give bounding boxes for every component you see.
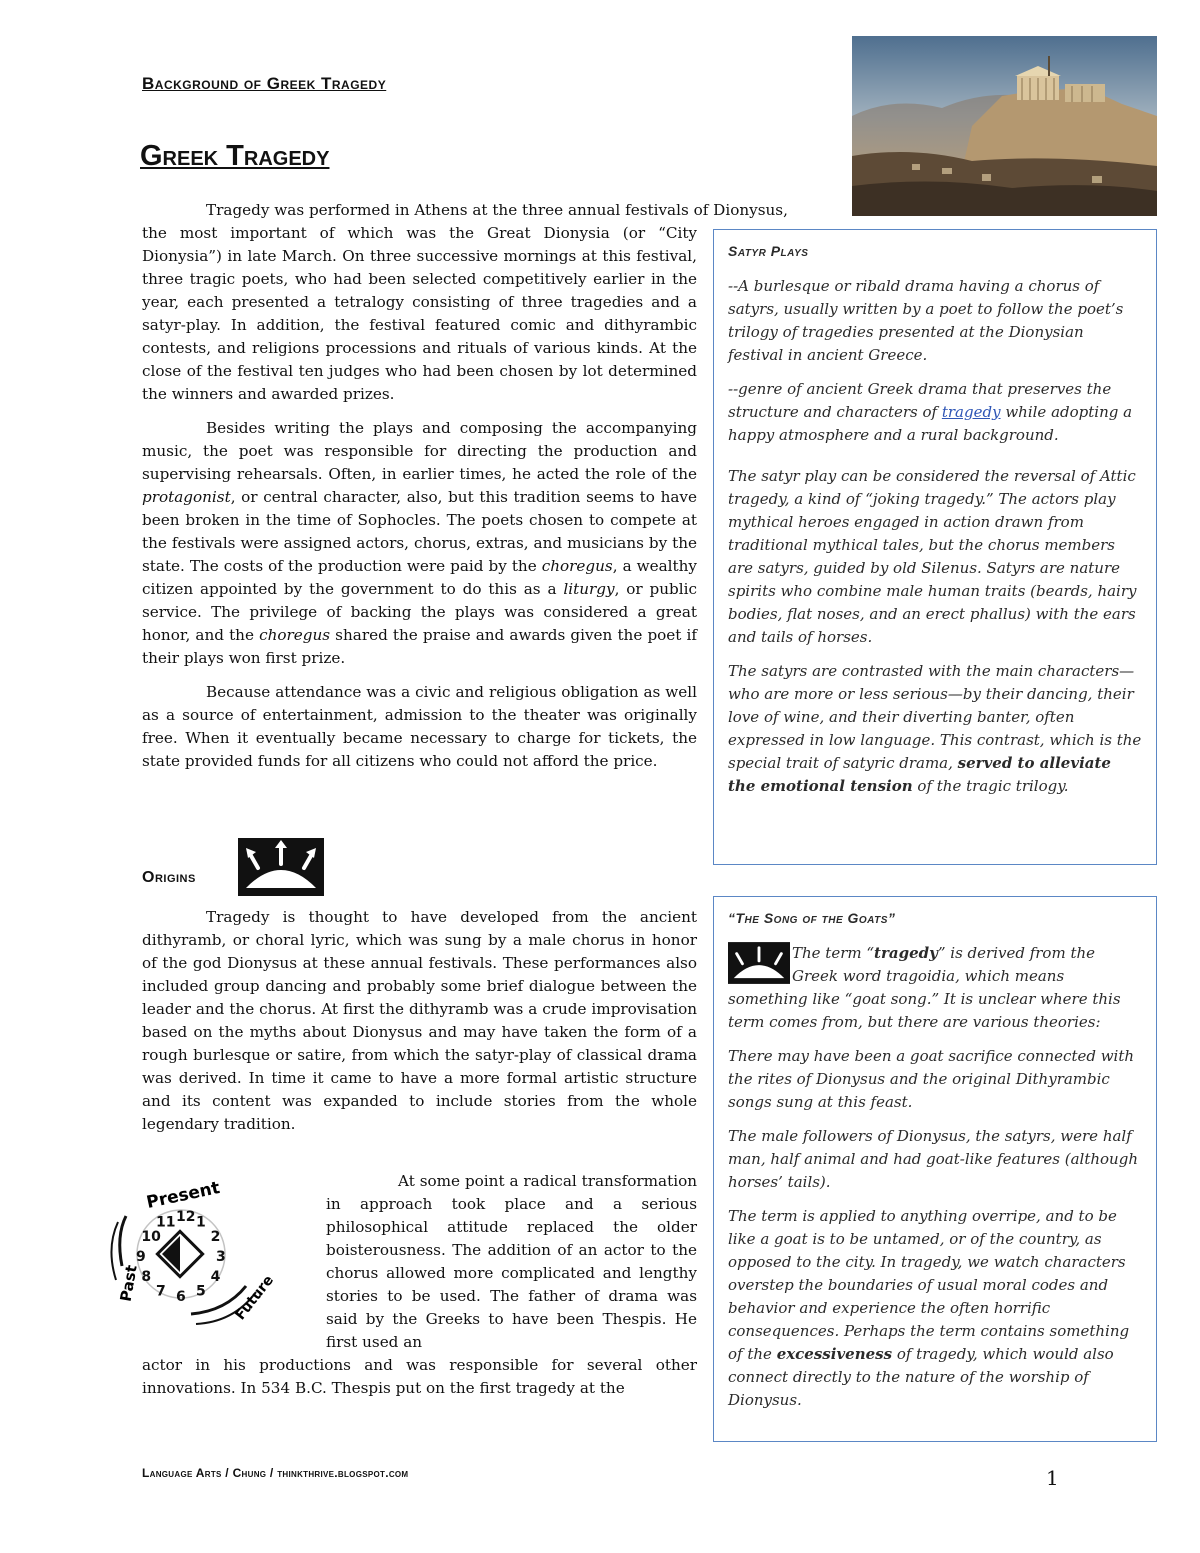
transformation-paragraph: At some point a radical transformation in approach took place and a serious philosophical attitude replaced the older boisterousness. The addition of an actor to the chorus allowed more complicated and lengthy stories to be used. The father of drama was said by the Greeks to have been Thespis. He first used an xyxy=(326,1172,697,1351)
satyr-plays-sidebar xyxy=(713,229,1157,865)
production-paragraph: Besides writing the plays and composing the accompanying music, the poet was responsible for directing the production and supervising rehearsals. Often, in earlier times, he acted the role of the protagonist, or central character, also, but this tradition seems to have been broken in the time of Sophocles. The poets chosen to compete at the festivals were assigned actors, chorus, extras, and musicians by the state. The costs of the production were paid by the choregus, a wealthy citizen appointed by the government to do this as a liturgy, or public service. The privilege of backing the plays was considered a great honor, and the choregus shared the praise and awards given the poet if their plays won first prize. xyxy=(142,419,698,667)
rising-sun-arrows-icon xyxy=(728,942,790,984)
rising-sun-arrows-icon xyxy=(238,838,324,896)
attendance-paragraph: Because attendance was a civic and religious obligation as well as a source of entertainment, admission to the theater was originally free. When it eventually became necessary to charge for tickets, the state provided funds for all citizens who could not afford the price. xyxy=(142,683,697,770)
clock-number: 2 xyxy=(210,1229,221,1245)
origins-heading: Origins xyxy=(142,869,196,886)
clock-number: 3 xyxy=(216,1249,226,1265)
definition-2: --genre of ancient Greek drama that preserves the structure and characters of tragedy while adopting a happy atmosphere and a rural background. xyxy=(728,380,1133,444)
satyr-contrast-paragraph: The satyrs are contrasted with the main characters—who are more or less serious—by their dancing, their love of wine, and their diverting banter, often expressed in low language. This contrast, which is the special trait of satyric drama, served to alleviate the emotional tension of the tragic trilogy. xyxy=(728,662,1142,795)
clock-number: 8 xyxy=(141,1269,152,1285)
origins-column xyxy=(142,906,697,1147)
intro-lead-line: Tragedy was performed in Athens at the three annual festivals of Dionysus, xyxy=(206,201,788,219)
clock-label-future: Future xyxy=(232,1272,278,1324)
time-clock-figure xyxy=(96,1176,296,1326)
satyr-reversal-paragraph: The satyr play can be considered the reversal of Attic tragedy, a kind of “joking tragedy.” The actors play mythical heroes engaged in action drawn from traditional mythical tales, but the chorus members are satyrs, guided by old Silenus. Satyrs are nature spirits who combine male human traits (beards, hairy bodies, flat noses, and an erect phallus) with the ears and tails of horses. xyxy=(728,467,1137,646)
clock-number: 4 xyxy=(210,1269,221,1285)
term-protagonist: protagonist xyxy=(142,488,231,506)
thespis-column xyxy=(142,1354,697,1411)
page-title: Greek Tragedy xyxy=(140,140,330,172)
thespis-paragraph: actor in his productions and was responsible for several other innovations. In 534 B.C. Thespis put on the first tragedy at the xyxy=(142,1356,697,1397)
term-choregus: choregus xyxy=(541,557,613,575)
clock-number: 10 xyxy=(141,1229,161,1245)
clock-label-present: Present xyxy=(144,1177,222,1213)
page-number: 1 xyxy=(1046,1466,1059,1490)
song-of-goats-sidebar xyxy=(713,896,1157,1442)
excessiveness-term: excessiveness xyxy=(776,1345,893,1363)
theory-overripe: The term is applied to anything overripe, and to be like a goat is to be untamed, or of the country, as opposed to the city. In tragedy, we watch characters overstep the boundaries of usual moral codes and behavior and experience the often horrific consequences. Perhaps the term contains something of the excessiveness of tragedy, which would also connect directly to the nature of the worship of Dionysus. xyxy=(728,1207,1130,1409)
term-liturgy: liturgy xyxy=(563,580,615,598)
clock-number: 5 xyxy=(196,1283,206,1300)
origins-paragraph: Tragedy is thought to have developed from the ancient dithyramb, or choral lyric, which was sung by a male chorus in honor of the god Dionysus at these annual festivals. These performances also included group dancing and probably some brief dialogue between the leader and the chorus. At first the dithyramb was a crude improvisation based on the myths about Dionysus and may have taken the form of a rough burlesque or satire, from which the satyr-play of classical drama was derived. In time it came to have a more formal artistic structure and its content was expanded to include stories from the whole legendary tradition. xyxy=(142,908,697,1133)
intro-paragraph: the most important of which was the Great Dionysia (or “City Dionysia”) in late March. On three successive mornings at this festival, three tragic poets, who had been selected competitively earlier in the year, each presented a tetralogy consisting of three tragedies and a satyr-play. In addition, the festival featured comic and dithyrambic contests, and religions processions and rituals of various kinds. At the close of the festival ten judges who had been chosen by lot determined the winners and awarded prizes. xyxy=(142,224,697,403)
footer-credit: Language Arts / Chung / thinkthrive.blogspot.com xyxy=(142,1466,409,1480)
sidebar-title: “The Song of the Goats” xyxy=(728,910,896,926)
clock-number: 1 xyxy=(196,1214,206,1231)
header-link[interactable]: Background of Greek Tragedy xyxy=(142,74,387,93)
term-choregus: choregus xyxy=(259,626,331,644)
clock-number: 9 xyxy=(136,1249,146,1265)
tragedy-term: tragedy xyxy=(874,944,938,962)
goat-intro-paragraph: The term “tragedy” is derived from the Greek word tragoidia, which means something like “goat song.” It is unclear where this term comes from, but there are various theories: xyxy=(728,944,1121,1031)
main-column xyxy=(142,222,697,784)
transformation-column xyxy=(326,1170,697,1365)
sidebar-title: Satyr Plays xyxy=(728,243,809,259)
clock-label-past: Past xyxy=(116,1263,141,1304)
definition-1: --A burlesque or ribald drama having a chorus of satyrs, usually written by a poet to follow the poet’s trilogy of tragedies presented at the Dionysian festival in ancient Greece. xyxy=(728,277,1124,364)
emphasis-text: served to alleviate the emotional tension xyxy=(728,754,1111,795)
theory-satyrs: The male followers of Dionysus, the satyrs, were half man, half animal and had goat-like features (although horses’ tails). xyxy=(728,1127,1138,1191)
clock-number: 11 xyxy=(156,1214,176,1231)
acropolis-painting xyxy=(852,36,1157,216)
theory-sacrifice: There may have been a goat sacrifice connected with the rites of Dionysus and the original Dithyrambic songs sung at this feast. xyxy=(728,1047,1135,1111)
clock-number: 6 xyxy=(176,1289,186,1305)
clock-number: 12 xyxy=(176,1209,196,1225)
tragedy-link[interactable]: tragedy xyxy=(941,403,1001,421)
clock-number: 7 xyxy=(156,1283,166,1300)
